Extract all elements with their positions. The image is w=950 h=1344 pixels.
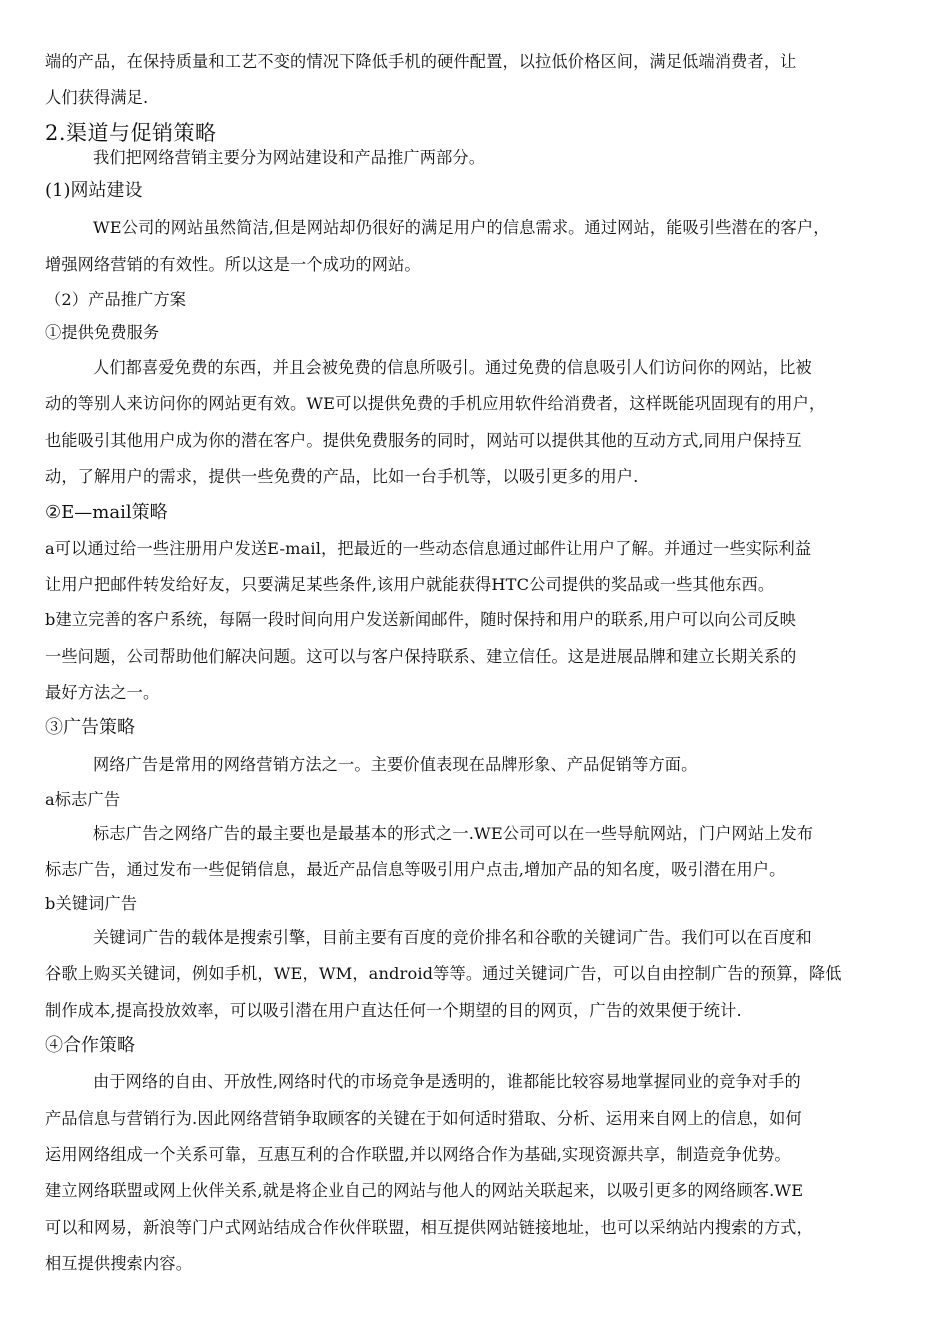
paragraph-line: 我们把网络营销主要分为网站建设和产品推广两部分。 xyxy=(93,148,486,167)
item-heading: ③广告策略 xyxy=(45,717,135,738)
paragraph-line: 关键词广告的载体是搜索引擎，目前主要有百度的竞价排名和谷歌的关键词广告。我们可以在百度和 xyxy=(93,928,812,947)
item-subheading: a标志广告 xyxy=(45,790,121,809)
paragraph-line: 标志广告，通过发布一些促销信息，最近产品信息等吸引用户点击,增加产品的知名度，吸引潜在用户。 xyxy=(45,860,786,879)
paragraph-line: 建立网络联盟或网上伙伴关系,就是将企业自己的网站与他人的网站关联起来，以吸引更多的网络顾客.WE xyxy=(45,1181,804,1200)
paragraph-line: 产品信息与营销行为.因此网络营销争取顾客的关键在于如何适时猎取、分析、运用来自网上的信息，如何 xyxy=(45,1109,802,1128)
paragraph-line: 也能吸引其他用户成为你的潜在客户。提供免费服务的同时，网站可以提供其他的互动方式,同用户保持互 xyxy=(45,431,802,450)
section-heading: 2.渠道与促销策略 xyxy=(45,121,217,145)
paragraph-line: 由于网络的自由、开放性,网络时代的市场竞争是透明的，谁都能比较容易地掌握同业的竞争对手的 xyxy=(93,1072,801,1091)
subsection-heading: （2）产品推广方案 xyxy=(45,290,187,309)
paragraph-line: a可以通过给一些注册用户发送E-mail，把最近的一些动态信息通过邮件让用户了解。并通过一些实际利益 xyxy=(45,539,812,558)
item-heading: ②E—mail策略 xyxy=(45,502,168,523)
paragraph-line: 端的产品，在保持质量和工艺不变的情况下降低手机的硬件配置，以拉低价格区间，满足低端消费者，让 xyxy=(45,52,797,71)
paragraph-line: 增强网络营销的有效性。所以这是一个成功的网站。 xyxy=(45,255,421,274)
paragraph-line: 人们获得满足. xyxy=(45,88,149,107)
paragraph-line: 运用网络组成一个关系可靠，互惠互利的合作联盟,并以网络合作为基础,实现资源共享，制造竞争优势。 xyxy=(45,1145,791,1164)
paragraph-line: 人们都喜爱免费的东西，并且会被免费的信息所吸引。通过免费的信息吸引人们访问你的网站，比被 xyxy=(93,358,812,377)
paragraph-line: 标志广告之网络广告的最主要也是最基本的形式之一.WE公司可以在一些导航网站，门户网站上发布 xyxy=(93,824,814,843)
paragraph-line: 可以和网易，新浪等门户式网站结成合作伙伴联盟，相互提供网站链接地址，也可以采纳站内搜索的方式， xyxy=(45,1218,813,1237)
paragraph-line: 动的等别人来访问你的网站更有效。WE可以提供免费的手机应用软件给消费者，这样既能巩固现有的用户， xyxy=(45,394,826,413)
paragraph-line: b建立完善的客户系统，每隔一段时间向用户发送新闻邮件，随时保持和用户的联系,用户可以向公司反映 xyxy=(45,610,796,629)
paragraph-line: 制作成本,提高投放效率，可以吸引潜在用户直达任何一个期望的目的网页，广告的效果便于统计. xyxy=(45,1001,742,1020)
paragraph-line: 相互提供搜索内容。 xyxy=(45,1254,193,1273)
item-heading: ④合作策略 xyxy=(45,1035,135,1056)
paragraph-line: 最好方法之一。 xyxy=(45,683,160,702)
subsection-heading: (1)网站建设 xyxy=(45,180,143,201)
paragraph-line: 动，了解用户的需求，提供一些免费的产品，比如一台手机等，以吸引更多的用户. xyxy=(45,467,639,486)
item-subheading: b关键词广告 xyxy=(45,894,138,913)
paragraph-line: 网络广告是常用的网络营销方法之一。主要价值表现在品牌形象、产品促销等方面。 xyxy=(93,755,698,774)
paragraph-line: 谷歌上购买关键词，例如手机，WE，WM，android等等。通过关键词广告，可以自由控制广告的预算，降低 xyxy=(45,964,842,983)
paragraph-line: WE公司的网站虽然简洁,但是网站却仍很好的满足用户的信息需求。通过网站，能吸引些潜在的客户， xyxy=(93,218,830,237)
paragraph-line: 让用户把邮件转发给好友，只要满足某些条件,该用户就能获得HTC公司提供的奖品或一些其他东西。 xyxy=(45,575,775,594)
item-heading: ①提供免费服务 xyxy=(45,323,160,342)
paragraph-line: 一些问题，公司帮助他们解决问题。这可以与客户保持联系、建立信任。这是进展品牌和建立长期关系的 xyxy=(45,647,797,666)
